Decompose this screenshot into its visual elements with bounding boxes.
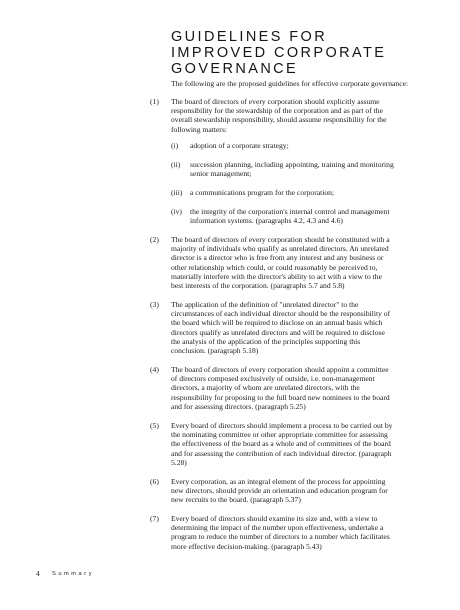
item-number: (6) [150, 477, 159, 486]
title-line: GOVERNANCE [171, 61, 299, 77]
item-number: (4) [150, 365, 159, 374]
page-title [171, 29, 441, 77]
item-number: (5) [150, 421, 159, 430]
sub-item: adoption of a corporate strategy; [190, 141, 289, 150]
item-number: (7) [150, 514, 159, 523]
title-line: IMPROVED CORPORATE [171, 45, 387, 61]
guideline-paragraph: Every corporation, as an integral element of the process for appointing new directors, should provide an orientation and education program for new recruits to the board. (paragraph 5.37) [171, 477, 388, 505]
title-line: GUIDELINES FOR [171, 29, 328, 45]
page-number: 4 [36, 569, 40, 578]
sub-item-number: (iii) [171, 188, 183, 197]
guideline-paragraph: The board of directors of every corporation should explicitly assume responsibility for the stewardship of the corporation and as part of the overall stewardship responsibility, should assume responsibility for the following matters: [171, 97, 387, 134]
sub-item-number: (ii) [171, 160, 181, 169]
intro-text: The following are the proposed guidelines for effective corporate governance: [171, 79, 409, 88]
sub-item: the integrity of the corporation's internal control and management information systems. (paragraphs 4.2, 4.3 and 4.6) [190, 207, 390, 226]
guideline-paragraph: The board of directors of every corporation should be constituted with a majority of individuals who qualify as unrelated directors. An unrelated director is a director who is free from any interest and any business or other relationship which could, or could reasonably be perceived to, materially interfere with the director's ability to act with a view to the best interests of the corporation. (paragraphs 5.7 and 5.8) [171, 235, 390, 291]
item-number: (3) [150, 300, 159, 309]
guideline-paragraph: The board of directors of every corporation should appoint a committee of directors composed exclusively of outside, i.e. non-management directors, a majority of whom are unrelated directors, with the responsibility for proposing to the full board new nominees to the board and for assessing directors. (paragraph 5.25) [171, 365, 390, 411]
section-label: Summary [52, 571, 95, 577]
guideline-paragraph: The application of the definition of "unrelated director" to the circumstances of each individual director should be the responsibility of the board which will be required to disclose on an annual basis which directors qualify as unrelated directors and will be required to disclose the analysis of the application of the principles supporting this conclusion. (paragraph 5.18) [171, 300, 391, 356]
sub-item-number: (iv) [171, 207, 182, 216]
sub-item-number: (i) [171, 141, 179, 150]
sub-item: succession planning, including appointing, training and monitoring senior management; [190, 160, 394, 179]
item-number: (1) [150, 97, 159, 106]
item-number: (2) [150, 235, 159, 244]
guideline-paragraph: Every board of directors should implement a process to be carried out by the nominating committee or other appropriate committee for assessing the effectiveness of the board as a whole and of committees of the board and for assessing the contribution of each individual director. (paragraph 5.28) [171, 421, 393, 467]
sub-item: a communications program for the corporation; [190, 188, 335, 197]
guideline-paragraph: Every board of directors should examine its size and, with a view to determining the impact of the number upon effectiveness, undertake a program to reduce the number of directors to a number which facilitates more effective decision-making. (paragraph 5.43) [171, 514, 390, 551]
